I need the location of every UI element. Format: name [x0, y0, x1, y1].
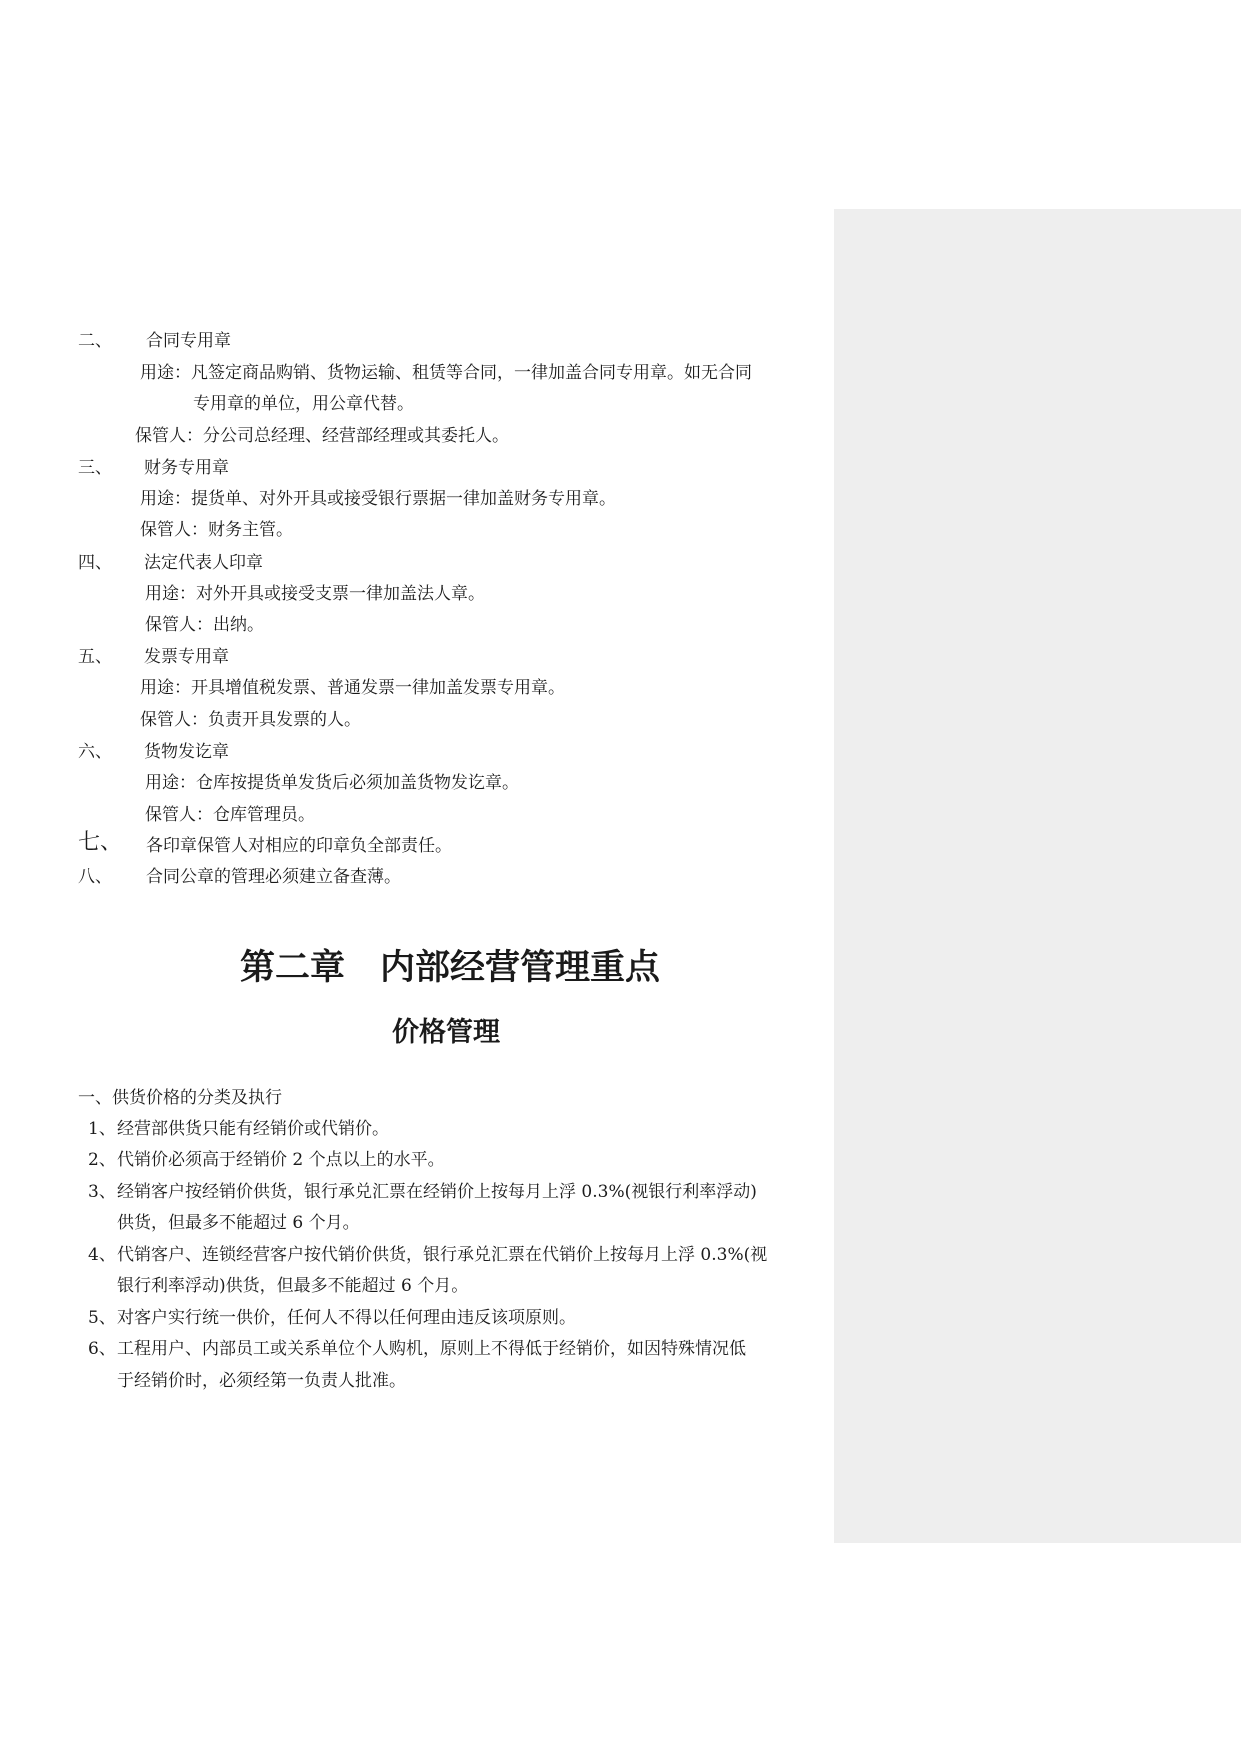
seal-item-number: 五、	[78, 647, 112, 667]
seal-usage-line: 用途：开具增值税发票、普通发票一律加盖发票专用章。	[140, 678, 565, 698]
price-item-text: 代销客户、连锁经营客户按代销价供货，银行承兑汇票在代销价上按每月上浮 0.3%(视	[117, 1245, 768, 1265]
seal-usage-line: 用途：提货单、对外开具或接受银行票据一律加盖财务专用章。	[140, 489, 616, 509]
comment-margin-pane	[834, 209, 1241, 1543]
price-item-number: 6、	[88, 1339, 116, 1359]
chapter-title: 第二章 内部经营管理重点	[240, 947, 661, 988]
seal-item-number: 六、	[78, 742, 112, 762]
price-item-text: 工程用户、内部员工或关系单位个人购机，原则上不得低于经销价，如因特殊情况低	[117, 1339, 746, 1359]
seal-keeper-line: 保管人：出纳。	[145, 615, 264, 635]
seal-item-title: 合同专用章	[146, 331, 231, 351]
price-item-number: 3、	[88, 1182, 116, 1202]
price-heading: 一、供货价格的分类及执行	[78, 1088, 282, 1108]
seal-item-title: 财务专用章	[144, 458, 229, 478]
seal-usage-line: 用途：对外开具或接受支票一律加盖法人章。	[145, 584, 485, 604]
seal-item-number: 四、	[78, 553, 112, 573]
price-item-number: 1、	[88, 1119, 116, 1139]
price-item-text: 代销价必须高于经销价 2 个点以上的水平。	[117, 1150, 445, 1170]
seal-item-number: 八、	[78, 867, 112, 887]
seal-item-number: 二、	[78, 331, 112, 351]
section-title: 价格管理	[392, 1017, 500, 1048]
price-item-continuation: 供货，但最多不能超过 6 个月。	[117, 1213, 360, 1233]
seal-usage-line: 专用章的单位，用公章代替。	[193, 394, 414, 414]
seal-item-title: 法定代表人印章	[144, 553, 263, 573]
price-item-number: 5、	[88, 1308, 116, 1328]
seal-item-text: 各印章保管人对相应的印章负全部责任。	[146, 836, 452, 856]
price-item-number: 4、	[88, 1245, 116, 1265]
seal-item-title: 货物发讫章	[144, 742, 229, 762]
seal-item-title: 发票专用章	[144, 647, 229, 667]
price-item-text: 经营部供货只能有经销价或代销价。	[117, 1119, 389, 1139]
price-item-number: 2、	[88, 1150, 116, 1170]
seal-keeper-line: 保管人：分公司总经理、经营部经理或其委托人。	[135, 426, 509, 446]
seal-keeper-line: 保管人：财务主管。	[140, 520, 293, 540]
price-item-text: 经销客户按经销价供货，银行承兑汇票在经销价上按每月上浮 0.3%(视银行利率浮动)	[117, 1182, 757, 1202]
seal-item-text: 合同公章的管理必须建立备查薄。	[146, 867, 401, 887]
price-item-text: 对客户实行统一供价，任何人不得以任何理由违反该项原则。	[117, 1308, 576, 1328]
seal-usage-line: 用途：凡签定商品购销、货物运输、租赁等合同，一律加盖合同专用章。如无合同	[140, 363, 752, 383]
seal-item-number: 三、	[78, 458, 112, 478]
price-item-continuation: 于经销价时，必须经第一负责人批准。	[117, 1371, 406, 1391]
price-item-continuation: 银行利率浮动)供货，但最多不能超过 6 个月。	[117, 1276, 469, 1296]
seal-usage-line: 用途：仓库按提货单发货后必须加盖货物发讫章。	[145, 773, 519, 793]
seal-keeper-line: 保管人：仓库管理员。	[145, 805, 315, 825]
seal-keeper-line: 保管人：负责开具发票的人。	[140, 710, 361, 730]
seal-item-number: 七、	[78, 830, 123, 855]
